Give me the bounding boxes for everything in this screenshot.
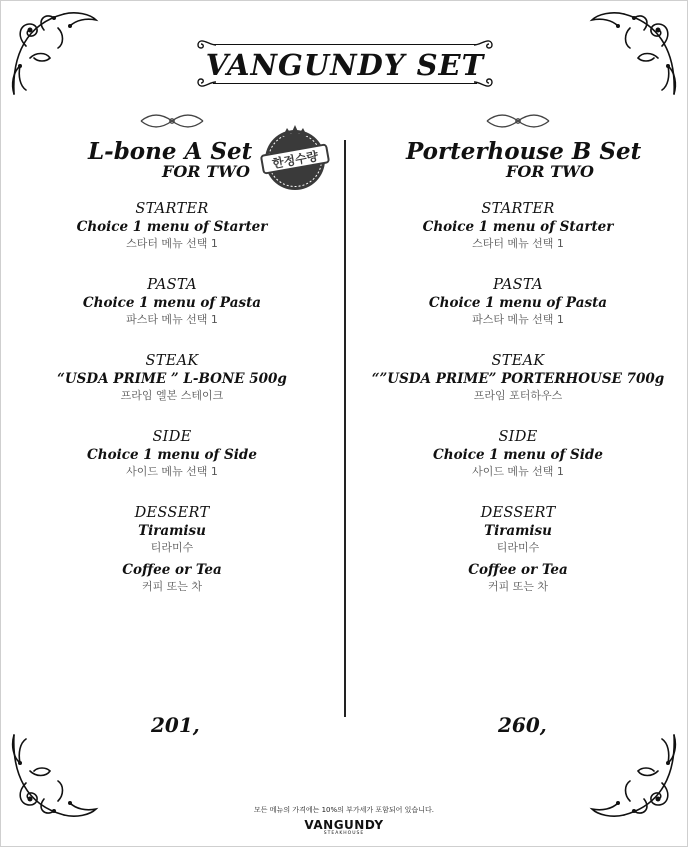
course-pasta — [368, 276, 668, 327]
course-name: DESSERT — [480, 505, 556, 521]
set-name: L-bone A Set — [88, 138, 253, 165]
menu-item-korean: 프라임 엘본 스테이크 — [120, 389, 224, 402]
set-header — [368, 138, 668, 200]
brand-logo-subtitle: STEAKHOUSE — [323, 831, 365, 836]
menu-item: Coffee or Tea — [122, 562, 222, 578]
menu-item-korean: 파스타 메뉴 선택 1 — [472, 313, 564, 326]
course-name: STEAK — [491, 353, 545, 369]
menu-item-korean: 프라임 포터하우스 — [473, 389, 563, 402]
set-subtitle: FOR TWO — [162, 162, 250, 181]
menu-item: Coffee or Tea — [468, 562, 568, 578]
menu-item-korean: 사이드 메뉴 선택 1 — [126, 465, 218, 478]
title-banner — [195, 34, 495, 94]
menu-item-korean: 티라미수 — [496, 541, 540, 554]
menu-item: Choice 1 menu of Starter — [76, 219, 268, 235]
menu-item-korean: 티라미수 — [150, 541, 194, 554]
page-title: VANGUNDY SET — [205, 48, 485, 82]
set-price: 201, — [151, 713, 200, 737]
course-dessert — [368, 504, 668, 594]
course-starter — [368, 200, 668, 251]
title-rule — [213, 44, 477, 45]
course-side — [22, 428, 322, 479]
set-column-b — [368, 112, 668, 594]
course-steak — [22, 352, 322, 403]
menu-item: Choice 1 menu of Pasta — [82, 295, 262, 311]
set-name: Porterhouse B Set — [406, 138, 642, 165]
set-column-a — [22, 112, 322, 594]
title-rule — [213, 83, 477, 84]
brand-logo: VANGUNDY — [304, 818, 384, 832]
corner-flourish-icon — [6, 6, 101, 101]
menu-item-korean: 파스타 메뉴 선택 1 — [126, 313, 218, 326]
course-name: PASTA — [147, 277, 197, 293]
limited-quantity-badge — [256, 122, 334, 192]
course-name: PASTA — [493, 277, 543, 293]
scroll-ornament-icon — [483, 112, 553, 130]
badge-label: 한정수량 — [271, 149, 320, 171]
menu-item: Choice 1 menu of Side — [433, 447, 603, 463]
menu-item: Choice 1 menu of Starter — [422, 219, 614, 235]
menu-item-korean: 스타터 메뉴 선택 1 — [126, 237, 218, 250]
menu-item: “”USDA PRIME” PORTERHOUSE 700g — [371, 371, 665, 387]
menu-item: “USDA PRIME ” L-BONE 500g — [57, 371, 287, 387]
course-steak — [368, 352, 668, 403]
course-name: STARTER — [135, 201, 209, 217]
scroll-ornament-icon — [137, 112, 207, 130]
course-side — [368, 428, 668, 479]
menu-item: Tiramisu — [138, 523, 206, 539]
set-price: 260, — [498, 713, 547, 737]
course-name: SIDE — [498, 429, 538, 445]
menu-item-korean: 사이드 메뉴 선택 1 — [472, 465, 564, 478]
course-name: DESSERT — [134, 505, 210, 521]
course-pasta — [22, 276, 322, 327]
course-name: SIDE — [152, 429, 192, 445]
vat-notice: 모든 메뉴의 가격에는 10%의 부가세가 포함되어 있습니다. — [254, 806, 434, 814]
menu-item: Choice 1 menu of Pasta — [428, 295, 608, 311]
menu-item: Tiramisu — [484, 523, 552, 539]
menu-item-korean: 스타터 메뉴 선택 1 — [472, 237, 564, 250]
course-name: STARTER — [481, 201, 555, 217]
menu-item-korean: 커피 또는 차 — [141, 580, 203, 593]
set-subtitle: FOR TWO — [506, 162, 594, 181]
course-starter — [22, 200, 322, 251]
set-header — [22, 138, 322, 200]
course-name: STEAK — [145, 353, 199, 369]
course-dessert — [22, 504, 322, 594]
menu-item-korean: 커피 또는 차 — [487, 580, 549, 593]
corner-flourish-icon — [587, 6, 682, 101]
column-divider — [344, 140, 346, 717]
menu-item: Choice 1 menu of Side — [87, 447, 257, 463]
